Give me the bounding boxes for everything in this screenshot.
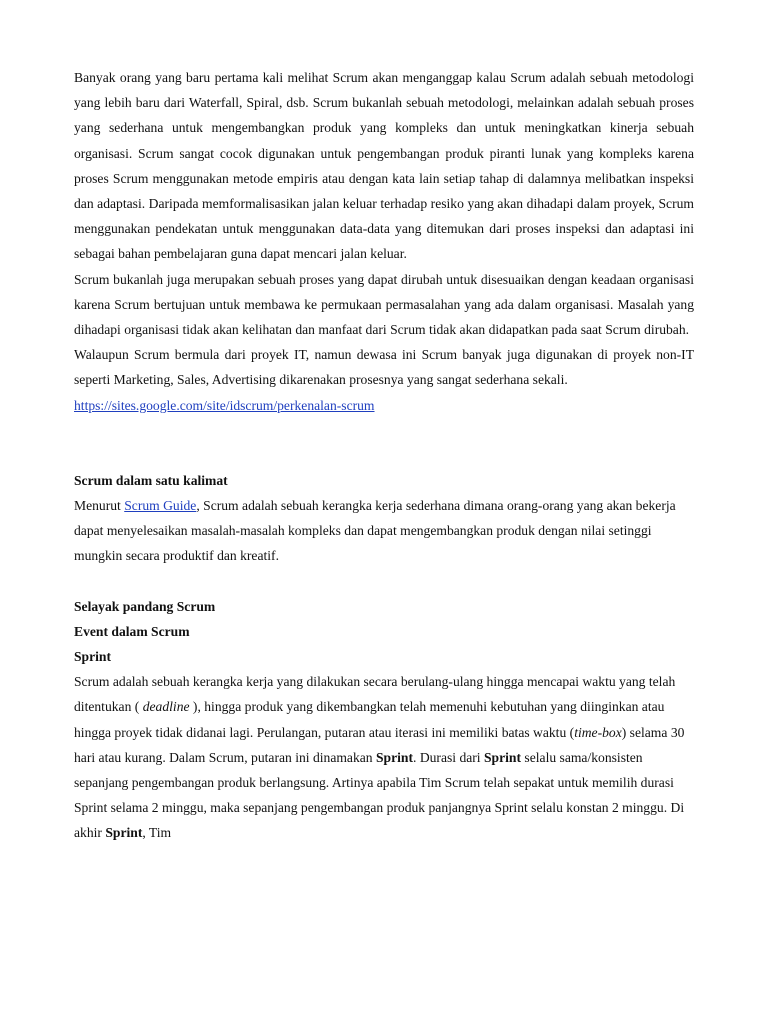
sprint-text-part-5: selalu sama/konsisten sepanjang pengembangan produk berlangsung. Artinya apabila Tim Scrum telah sepakat untuk memilih durasi Sprint selama 2 minggu, maka sepanjang pengembangan produk panjangnya Sprint selalu konstan 2 minggu. Di akhir bbox=[74, 749, 685, 841]
heading-sprint: Sprint bbox=[74, 649, 112, 665]
sprint-text-part-3: ) selama 30 hari atau kurang. Dalam Scrum, putaran ini dinamakan bbox=[74, 724, 685, 765]
spacer bbox=[74, 418, 694, 468]
heading-scrum-one-sentence: Scrum dalam satu kalimat bbox=[74, 472, 228, 488]
source-link[interactable]: https://sites.google.com/site/idscrum/perkenalan-scrum bbox=[74, 397, 375, 413]
sprint-paragraph bbox=[74, 669, 694, 845]
one-sentence-paragraph bbox=[74, 493, 694, 569]
deadline-term: deadline bbox=[142, 699, 190, 715]
sprint-term-3: Sprint bbox=[105, 825, 143, 841]
sprint-term-1: Sprint bbox=[375, 749, 414, 765]
sprint-term-2: Sprint bbox=[484, 749, 522, 765]
intro-paragraph-1: Banyak orang yang baru pertama kali melihat Scrum akan menganggap kalau Scrum adalah sebuah metodologi yang lebih baru dari Waterfall, Spiral, dsb. Scrum bukanlah sebuah metodologi, melainkan adalah sebuah proses yang sederhana untuk mengembangkan produk yang kompleks dan untuk meningkatkan kinerja sebuah organisasi. Scrum sangat cocok digunakan untuk pengembangan produk piranti lunak yang kompleks karena proses Scrum menggunakan metode empiris atau dengan kata lain setiap tahap di dalamnya melibatkan inspeksi dan adaptasi. Daripada memformalisasikan jalan keluar terhadap resiko yang akan dihadapi dalam proyek, Scrum menggunakan pendekatan untuk menggunakan data-data yang ditemukan dari proses inspeksi dan adaptasi ini sebagai bahan pembelajaran guna dapat mencari jalan keluar. bbox=[74, 70, 694, 262]
intro-paragraph-2: Scrum bukanlah juga merupakan sebuah proses yang dapat dirubah untuk disesuaikan dengan keadaan organisasi karena Scrum bertujuan untuk membawa ke permukaan permasalahan yang ada dalam organisasi. Masalah yang dihadapi organisasi tidak akan kelihatan dan manfaat dari Scrum tidak akan didapatkan pada saat Scrum dirubah. bbox=[74, 271, 694, 338]
sprint-text-part-4: . Durasi dari bbox=[413, 749, 484, 765]
intro-paragraph-3: Walaupun Scrum bermula dari proyek IT, namun dewasa ini Scrum banyak juga digunakan di proyek non-IT seperti Marketing, Sales, Advertising dikarenakan prosesnya yang sangat sederhana sekali. bbox=[74, 347, 694, 388]
sprint-text-part-6: , Tim bbox=[142, 825, 172, 841]
document-page bbox=[74, 65, 694, 846]
spacer bbox=[74, 569, 694, 594]
text-before-link: Menurut bbox=[74, 498, 125, 514]
source-link-line bbox=[74, 393, 694, 418]
timebox-term: time-box bbox=[574, 724, 622, 740]
sprint-text-part-1: Scrum adalah sebuah kerangka kerja yang dilakukan secara berulang-ulang hingga mencapai waktu yang telah ditentukan ( bbox=[74, 674, 676, 715]
heading-scrum-overview: Selayak pandang Scrum bbox=[74, 598, 216, 614]
scrum-guide-link[interactable]: Scrum Guide bbox=[124, 498, 197, 514]
sprint-text-part-2: ), hingga produk yang dikembangkan telah memenuhi kebutuhan yang diinginkan atau hingga proyek tidak didanai lagi. Perulangan, putaran atau iterasi ini memiliki batas waktu ( bbox=[74, 699, 665, 740]
heading-scrum-events: Event dalam Scrum bbox=[74, 623, 190, 639]
text-after-link: , Scrum adalah sebuah kerangka kerja sederhana dimana orang-orang yang akan bekerja dapat menyelesaikan masalah-masalah kompleks dan dapat mengembangkan produk dengan nilai setinggi mungkin secara produktif dan kreatif. bbox=[74, 498, 676, 564]
